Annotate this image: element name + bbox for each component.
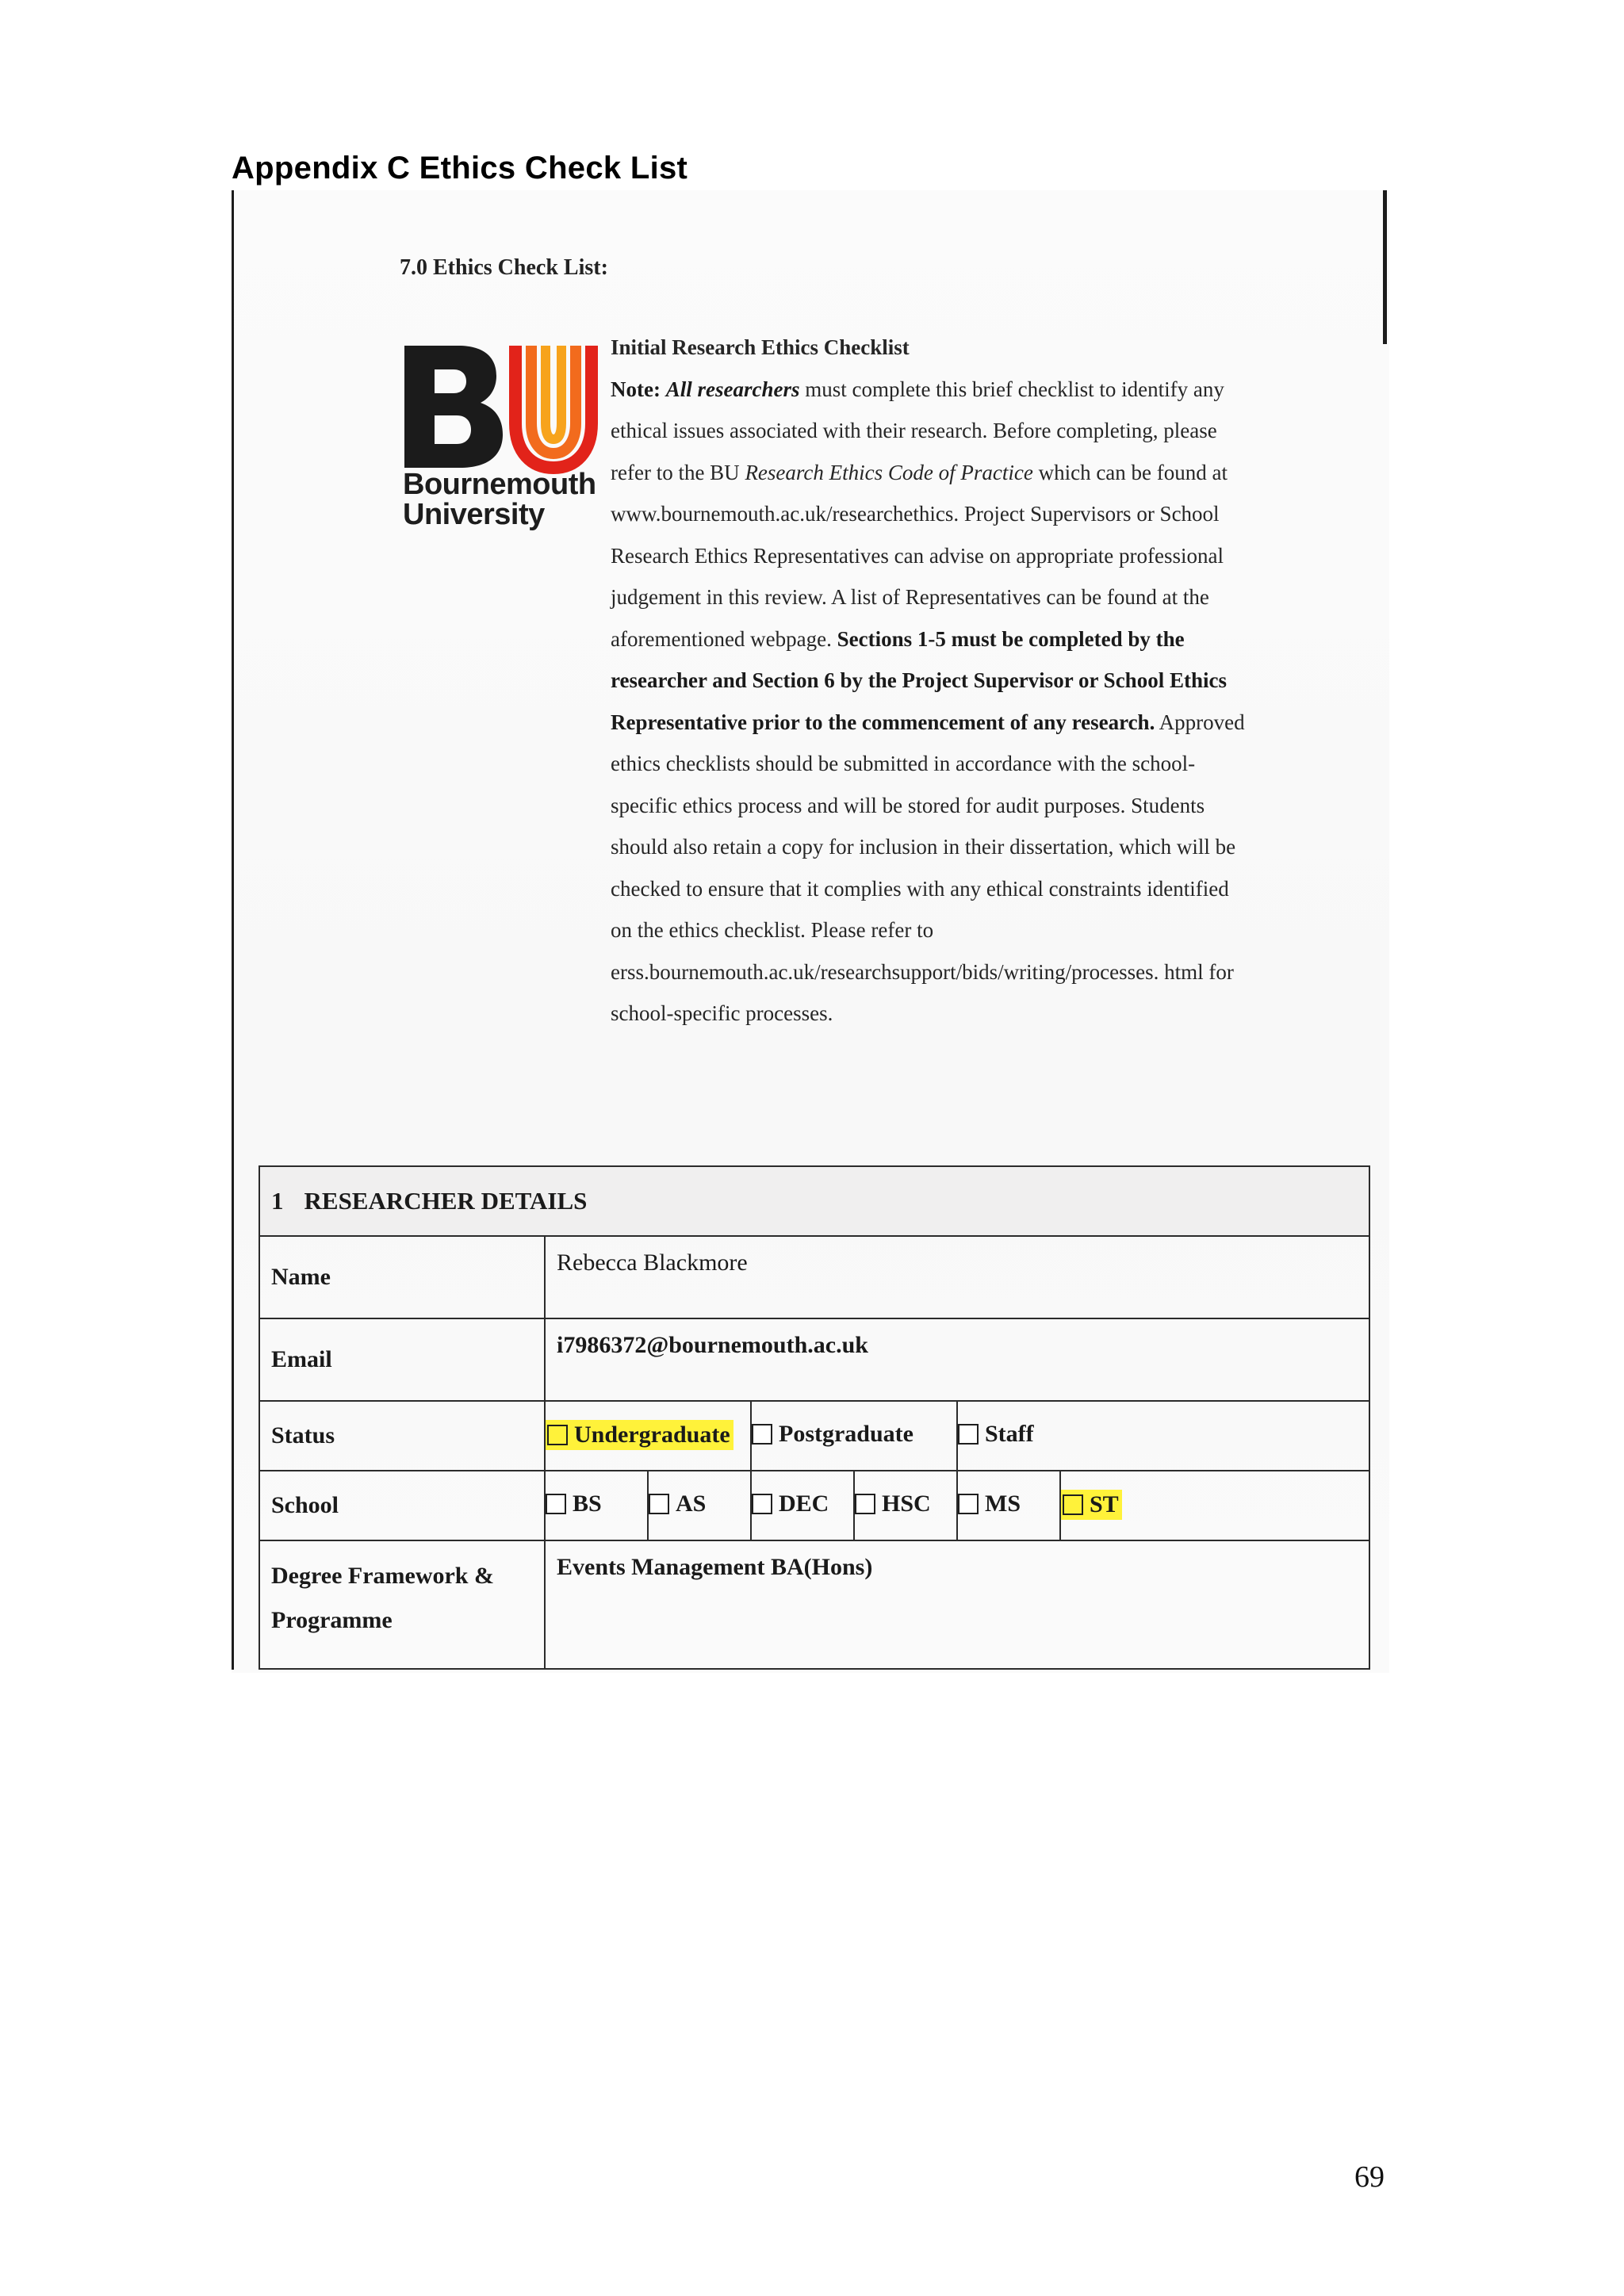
bu-logo-b-icon <box>404 346 503 468</box>
school-option-label: AS <box>676 1490 707 1517</box>
email-label: Email <box>259 1318 545 1401</box>
checkbox-icon[interactable] <box>958 1494 979 1514</box>
status-label: Status <box>259 1401 545 1471</box>
school-label: School <box>259 1471 545 1540</box>
degree-label-line1: Degree Framework & <box>271 1563 494 1589</box>
section-title: 7.0 Ethics Check List: <box>400 255 608 280</box>
appendix-heading: Appendix C Ethics Check List <box>232 151 688 186</box>
section-header <box>259 1166 1369 1236</box>
school-option-label: BS <box>573 1490 602 1517</box>
option <box>546 1490 602 1517</box>
school-option-label: HSC <box>882 1490 931 1517</box>
school-option-label: MS <box>985 1490 1021 1517</box>
school-option-bs[interactable] <box>545 1471 648 1540</box>
option <box>752 1421 914 1448</box>
checkbox-icon[interactable] <box>1063 1494 1083 1515</box>
intro-text <box>611 327 1245 1035</box>
school-option-dec[interactable] <box>751 1471 854 1540</box>
status-option-undergraduate[interactable] <box>545 1401 751 1471</box>
scanned-page <box>232 190 1389 1673</box>
note-italic: All researchers <box>665 377 800 401</box>
logo-name-line2: University <box>403 498 545 531</box>
scan-left-edge <box>232 190 234 1670</box>
email-value: i7986372@bournemouth.ac.uk <box>545 1318 1369 1401</box>
note-text: must complete this brief checklist to identify any ethical issues associated with their research. Before completing, please refer to the BU <box>611 377 1224 484</box>
school-option-st[interactable] <box>1060 1471 1369 1540</box>
school-option-as[interactable] <box>648 1471 751 1540</box>
school-option-label: ST <box>1090 1491 1119 1517</box>
option <box>958 1421 1034 1448</box>
status-option-label: Undergraduate <box>574 1422 730 1448</box>
status-option-label: Staff <box>985 1421 1034 1447</box>
degree-label-line2: Programme <box>271 1607 393 1633</box>
scan-right-edge <box>1383 190 1387 344</box>
intro-body <box>611 369 1245 1035</box>
note-label: Note: <box>611 377 661 401</box>
status-option-postgraduate[interactable] <box>751 1401 957 1471</box>
section-header-title: RESEARCHER DETAILS <box>304 1187 588 1215</box>
checkbox-icon[interactable] <box>649 1494 669 1514</box>
checkbox-icon[interactable] <box>752 1424 772 1445</box>
highlighted-option <box>546 1420 733 1450</box>
intro-title: Initial Research Ethics Checklist <box>611 335 910 359</box>
checkbox-icon[interactable] <box>752 1494 772 1514</box>
school-option-ms[interactable] <box>957 1471 1060 1540</box>
checkbox-icon[interactable] <box>855 1494 875 1514</box>
school-option-label: DEC <box>779 1490 829 1517</box>
degree-value: Events Management BA(Hons) <box>545 1540 1369 1669</box>
status-option-staff[interactable] <box>957 1401 1369 1471</box>
school-option-hsc[interactable] <box>854 1471 957 1540</box>
section-number: 1 <box>271 1187 284 1215</box>
logo-university-name <box>403 469 596 530</box>
option <box>752 1490 829 1517</box>
name-label: Name <box>259 1236 545 1318</box>
option <box>649 1490 706 1517</box>
option <box>855 1490 931 1517</box>
checkbox-icon[interactable] <box>547 1425 568 1445</box>
researcher-details-table <box>259 1165 1370 1670</box>
name-value: Rebecca Blackmore <box>545 1236 1369 1318</box>
code-of-practice: Research Ethics Code of Practice <box>745 460 1033 484</box>
logo-name-line1: Bournemouth <box>403 468 596 501</box>
highlighted-option <box>1061 1490 1122 1520</box>
option <box>958 1490 1021 1517</box>
checkbox-icon[interactable] <box>546 1494 566 1514</box>
checkbox-icon[interactable] <box>958 1424 979 1445</box>
after-code-text: which can be found at www.bournemouth.ac.uk/researchethics. Project Supervisors or School Research Ethics Representatives can advise on appropriate professional judgement in this review. A list of Representatives can be found at the aforementioned webpage. <box>611 460 1228 651</box>
degree-label <box>259 1540 545 1669</box>
page-number: 69 <box>1354 2160 1385 2194</box>
status-option-label: Postgraduate <box>779 1421 914 1447</box>
closing-text: Approved ethics checklists should be submitted in accordance with the school-specific ethics process and will be stored for audit purposes. Students should also retain a copy for inclusion in their dissertation, which will be checked to ensure that it complies with any ethical constraints identified on the ethics checklist. Please refer to erss.bournemouth.ac.uk/researchsupport/bids/writing/processes. html for school-specific processes. <box>611 710 1245 1025</box>
bu-logo-u-icon <box>515 346 592 468</box>
sections-requirement: Sections 1-5 must be completed by the researcher and Section 6 by the Project Supervisor or School Ethics Representative prior to the commencement of any research. <box>611 626 1227 734</box>
